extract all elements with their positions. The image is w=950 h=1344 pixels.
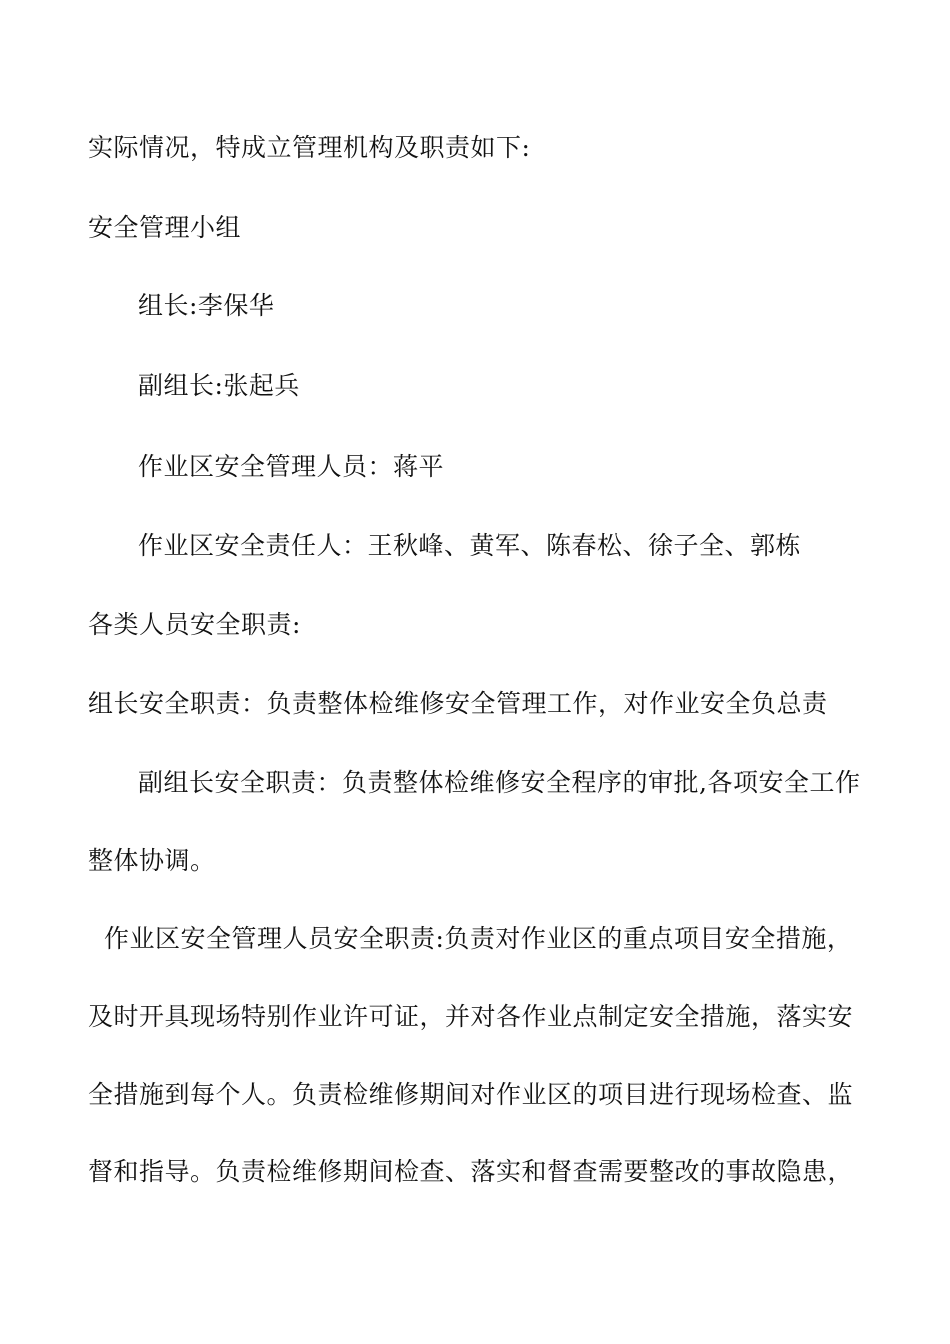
safety-manager-line: 作业区安全管理人员：蒋平: [138, 452, 445, 481]
deputy-duty-continuation: 整体协调。: [88, 846, 216, 875]
group-leader-line: 组长:李保华: [138, 291, 275, 320]
manager-duty-line-2: 及时开具现场特别作业许可证，并对各作业点制定安全措施，落实安: [88, 1002, 854, 1031]
deputy-duty-line: 副组长安全职责：负责整体检维修安全程序的审批,各项安全工作: [138, 768, 861, 797]
section-heading-safety-group: 安全管理小组: [88, 213, 242, 242]
intro-line: 实际情况，特成立管理机构及职责如下:: [88, 133, 531, 162]
responsible-persons-line: 作业区安全责任人：王秋峰、黄军、陈春松、徐子全、郭栋: [138, 531, 802, 560]
manager-duty-line-4: 督和指导。负责检维修期间检查、落实和督查需要整改的事故隐患，: [88, 1157, 854, 1186]
leader-duty-line: 组长安全职责：负责整体检维修安全管理工作，对作业安全负总责: [88, 689, 828, 718]
deputy-leader-line: 副组长:张起兵: [138, 371, 300, 400]
manager-duty-line-1: 作业区安全管理人员安全职责:负责对作业区的重点项目安全措施，: [104, 924, 853, 953]
manager-duty-line-3: 全措施到每个人。负责检维修期间对作业区的项目进行现场检查、监: [88, 1080, 854, 1109]
section-heading-duties: 各类人员安全职责:: [88, 610, 301, 639]
